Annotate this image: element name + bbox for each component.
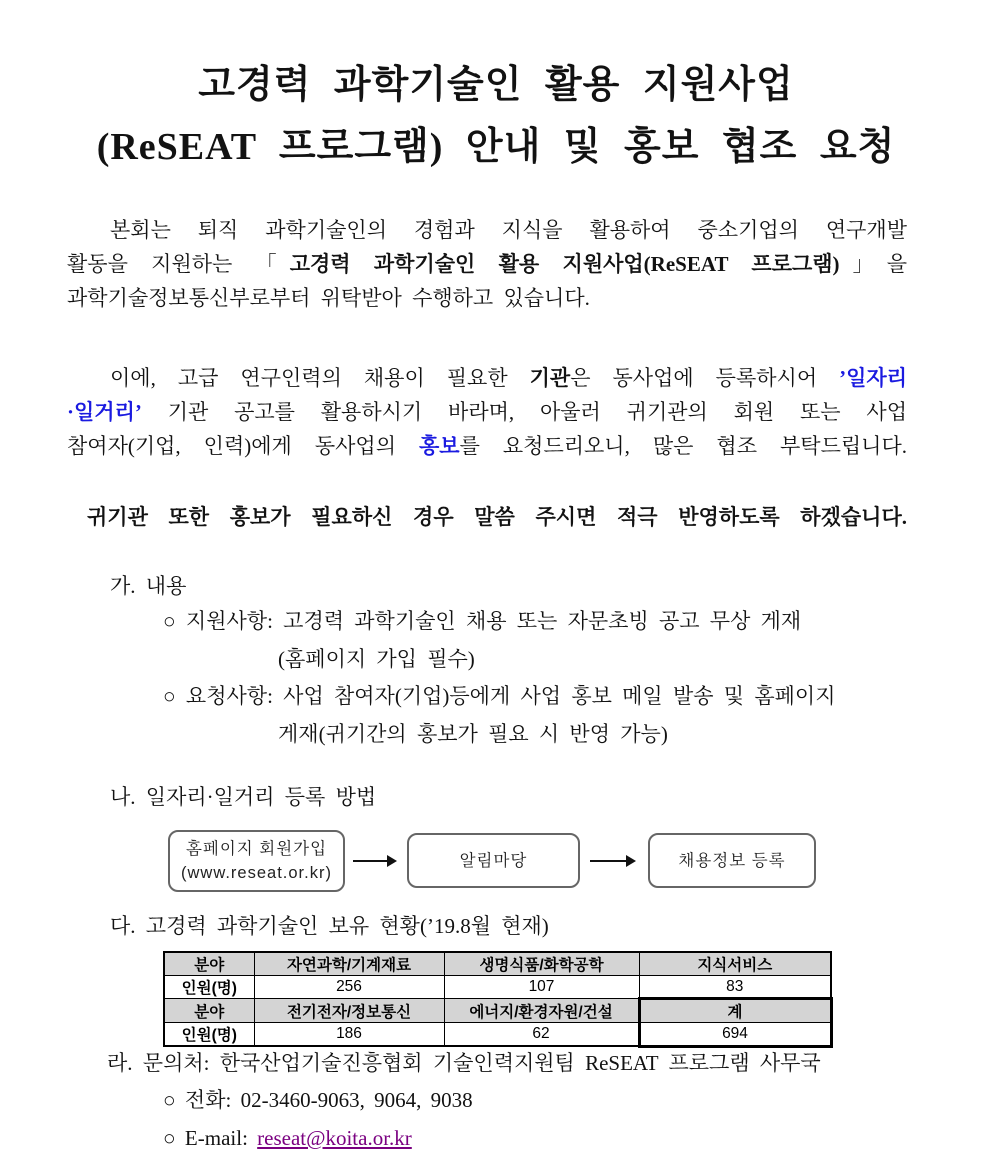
table-row [164, 1023, 831, 1047]
table-cell: 62 [444, 1023, 639, 1047]
text-run: 과학기술정보통신부로부터 위탁받아 수행하고 있습니다. [67, 286, 590, 310]
email-link[interactable]: reseat@koita.or.kr [257, 1126, 412, 1150]
paragraph-line [67, 361, 907, 395]
flow-box-text: (www.reseat.or.kr) [181, 864, 332, 882]
arrow-shaft [590, 860, 626, 862]
paragraph-line [67, 213, 907, 247]
paragraph-line [67, 429, 907, 463]
emphasis-paragraph [67, 500, 907, 534]
text-run-blue: ’일자리 [839, 366, 907, 390]
flow-arrow-icon [590, 855, 636, 867]
table-cell: 분야 [164, 952, 254, 976]
table-cell: 분야 [164, 999, 254, 1023]
section-na-heading: 나. 일자리·일거리 등록 방법 [110, 785, 377, 809]
table-cell: 인원(명) [164, 976, 254, 999]
text-run-blue: 홍보 [419, 434, 460, 458]
text-run-bold: 고경력 과학기술인 활용 지원사업(ReSEAT 프로그램) [289, 252, 840, 276]
text-run-blue: ·일거리’ [67, 400, 142, 424]
flow-box-text: 홈페이지 회원가입 [185, 840, 328, 858]
flow-box-text: 채용정보 등록 [678, 851, 786, 870]
email-line [163, 1121, 412, 1155]
section-da-heading: 다. 고경력 과학기술인 보유 현황(’19.8월 현재) [110, 914, 549, 938]
flow-box-notice-board [407, 833, 580, 888]
table-cell-total-header: 계 [639, 999, 831, 1023]
table-cell-total-value: 694 [639, 1023, 831, 1047]
paragraph-line [67, 500, 907, 534]
list-item: ○ 지원사항: 고경력 과학기술인 채용 또는 자문초빙 공고 무상 게재 [163, 609, 802, 633]
phone-line: ○ 전화: 02-3460-9063, 9064, 9038 [163, 1088, 473, 1112]
table-row [164, 976, 831, 999]
title-line-1: 고경력 과학기술인 활용 지원사업 [198, 64, 794, 106]
flow-arrow-icon [353, 855, 397, 867]
text-run-bold: 귀기관 또한 홍보가 필요하신 경우 말씀 주시면 적극 반영하도록 하겠습니다. [87, 505, 907, 529]
paragraph-line [67, 395, 907, 429]
table-cell: 186 [254, 1023, 444, 1047]
registration-flow-diagram [0, 830, 992, 894]
text-run: 」을 [839, 252, 907, 276]
email-label: ○ E-mail: [163, 1126, 258, 1150]
table-cell: 전기전자/정보통신 [254, 999, 444, 1023]
text-run: 기관 공고를 활용하시기 바라며, 아울러 귀기관의 회원 또는 사업 [141, 400, 907, 424]
list-item-continuation: (홈페이지 가입 필수) [278, 646, 475, 671]
section-ra-heading: 라. 문의처: 한국산업기술진흥협회 기술인력지원팀 ReSEAT 프로그램 사무국 [107, 1051, 821, 1075]
flow-box-text: 알림마당 [459, 851, 528, 870]
table-cell: 에너지/환경자원/건설 [444, 999, 639, 1023]
table-row [164, 952, 831, 976]
table-cell: 지식서비스 [639, 952, 831, 976]
text-run: 은 동사업에 등록하시어 [570, 366, 840, 390]
table-cell: 83 [639, 976, 831, 999]
table-cell: 인원(명) [164, 1023, 254, 1047]
table-cell: 자연과학/기계재료 [254, 952, 444, 976]
section-ga-heading: 가. 내용 [110, 574, 187, 598]
personnel-table [163, 951, 833, 1048]
table-row [164, 999, 831, 1023]
list-item: ○ 요청사항: 사업 참여자(기업)등에게 사업 홍보 메일 발송 및 홈페이지 [163, 684, 836, 708]
text-run: 활동을 지원하는 「 [67, 252, 290, 276]
text-run: 본회는 퇴직 과학기술인의 경험과 지식을 활용하여 중소기업의 연구개발 [110, 218, 907, 242]
text-run: 를 요청드리오니, 많은 협조 부탁드립니다. [459, 434, 907, 458]
intro-paragraph [67, 213, 907, 315]
paragraph-line [67, 281, 907, 315]
table-cell: 107 [444, 976, 639, 999]
section-ga-items [163, 603, 923, 753]
arrow-head [626, 855, 636, 867]
text-run-bold: 기관 [529, 366, 571, 390]
arrow-head [387, 855, 397, 867]
flow-box-job-info-registration [648, 833, 816, 888]
list-item-continuation: 게재(귀기간의 홍보가 필요 시 반영 가능) [278, 721, 668, 746]
paragraph-line [67, 247, 907, 281]
table-cell: 생명식품/화학공학 [444, 952, 639, 976]
title-line-2: (ReSEAT 프로그램) 안내 및 홍보 협조 요청 [96, 126, 896, 168]
document-title [0, 54, 992, 178]
request-paragraph [67, 361, 907, 463]
flow-box-homepage-signup [168, 830, 345, 892]
text-run: 참여자(기업, 인력)에게 동사업의 [67, 434, 419, 458]
arrow-shaft [353, 860, 387, 862]
text-run: 이에, 고급 연구인력의 채용이 필요한 [110, 366, 530, 390]
table-cell: 256 [254, 976, 444, 999]
